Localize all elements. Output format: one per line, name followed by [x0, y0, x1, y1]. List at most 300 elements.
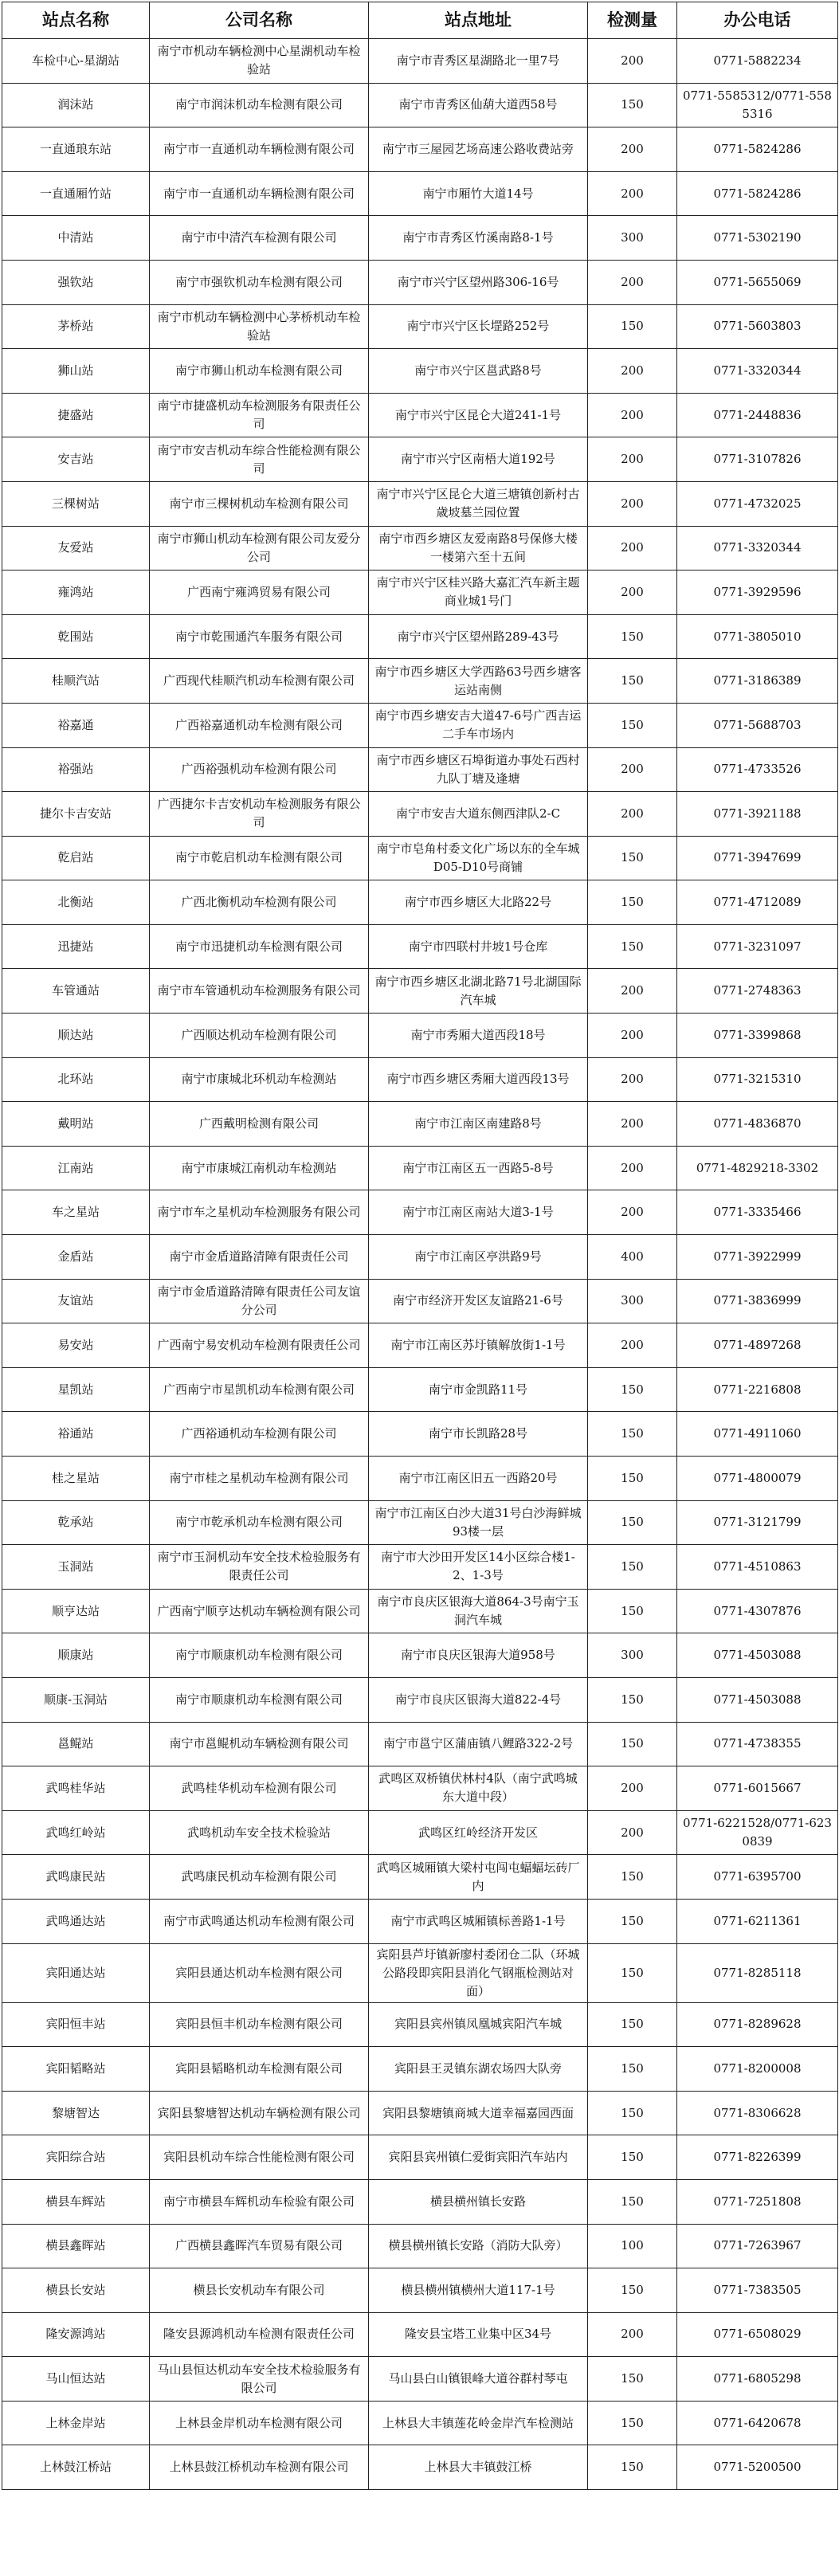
table-row — [2, 1323, 838, 1368]
station-address-cell: 南宁市江南区南站大道3-1号 — [369, 1190, 588, 1235]
inspection-volume-cell: 150 — [588, 1500, 677, 1545]
company-name-cell: 广西南宁顺亨达机动车辆检测有限公司 — [150, 1589, 369, 1633]
station-address-cell: 南宁市良庆区银海大道958号 — [369, 1633, 588, 1678]
office-phone-cell: 0771-6221528/0771-6230839 — [677, 1810, 838, 1855]
inspection-volume-cell: 150 — [588, 1899, 677, 1943]
station-address-cell: 武鸣区双桥镇伏林村4队（南宁武鸣城东大道中段） — [369, 1766, 588, 1811]
station-address-cell: 宾阳县黎塘镇商城大道幸福嘉园西面 — [369, 2091, 588, 2135]
inspection-volume-cell: 200 — [588, 1057, 677, 1102]
office-phone-cell: 0771-5655069 — [677, 260, 838, 304]
station-name-cell: 宾阳恒丰站 — [2, 2002, 150, 2047]
inspection-volume-cell: 150 — [588, 1367, 677, 1412]
station-name-cell: 武鸣康民站 — [2, 1855, 150, 1900]
station-name-cell: 武鸣通达站 — [2, 1899, 150, 1943]
station-name-cell: 金盾站 — [2, 1235, 150, 1280]
inspection-volume-cell: 200 — [588, 570, 677, 615]
station-address-cell: 上林县大丰镇莲花岭金岸汽车检测站 — [369, 2401, 588, 2445]
inspection-volume-cell: 200 — [588, 1810, 677, 1855]
office-phone-cell: 0771-3836999 — [677, 1279, 838, 1323]
station-address-cell: 横县横州镇长安路（消防大队旁） — [369, 2224, 588, 2268]
station-name-cell: 裕嘉通 — [2, 703, 150, 747]
company-name-cell: 南宁市乾围通汽车服务有限公司 — [150, 614, 369, 659]
office-phone-cell: 0771-8200008 — [677, 2047, 838, 2092]
station-name-cell: 马山恒达站 — [2, 2357, 150, 2402]
station-address-cell: 南宁市江南区五一西路5-8号 — [369, 1146, 588, 1190]
table-row — [2, 1146, 838, 1190]
office-phone-cell: 0771-3121799 — [677, 1500, 838, 1545]
office-phone-cell: 0771-5688703 — [677, 703, 838, 747]
company-name-cell: 南宁市康城北环机动车检测站 — [150, 1057, 369, 1102]
inspection-station-table — [2, 2, 838, 2490]
station-address-cell: 南宁市青秀区竹溪南路8-1号 — [369, 216, 588, 261]
station-name-cell: 乾启站 — [2, 836, 150, 880]
station-name-cell: 上林金岸站 — [2, 2401, 150, 2445]
company-name-cell: 南宁市安吉机动车综合性能检测有限公司 — [150, 437, 369, 482]
station-name-cell: 友爱站 — [2, 526, 150, 570]
office-phone-cell: 0771-6805298 — [677, 2357, 838, 2402]
table-row — [2, 2135, 838, 2180]
company-name-cell: 广西裕嘉通机动车检测有限公司 — [150, 703, 369, 747]
table-row — [2, 127, 838, 172]
station-address-cell: 南宁市西乡塘区友爱南路8号保修大楼一楼第六至十五间 — [369, 526, 588, 570]
company-name-cell: 南宁市车管通机动车检测服务有限公司 — [150, 969, 369, 1014]
table-row — [2, 1014, 838, 1058]
inspection-volume-cell: 150 — [588, 2047, 677, 2092]
table-row — [2, 1589, 838, 1633]
station-address-cell: 南宁市邕宁区蒲庙镇八鲤路322-2号 — [369, 1722, 588, 1766]
table-row — [2, 924, 838, 969]
inspection-volume-cell: 150 — [588, 2091, 677, 2135]
inspection-volume-cell: 150 — [588, 83, 677, 127]
table-row — [2, 659, 838, 704]
inspection-volume-cell: 200 — [588, 1102, 677, 1147]
inspection-volume-cell: 150 — [588, 1412, 677, 1457]
company-name-cell: 广西裕强机动车检测有限公司 — [150, 747, 369, 792]
table-row — [2, 792, 838, 837]
office-phone-cell: 0771-3231097 — [677, 924, 838, 969]
column-header-station-name: 站点名称 — [2, 2, 150, 39]
table-row — [2, 1190, 838, 1235]
inspection-volume-cell: 200 — [588, 1766, 677, 1811]
company-name-cell: 横县长安机动车有限公司 — [150, 2268, 369, 2313]
office-phone-cell: 0771-8285118 — [677, 1943, 838, 2002]
company-name-cell: 南宁市乾启机动车检测有限公司 — [150, 836, 369, 880]
station-address-cell: 南宁市兴宁区望州路306-16号 — [369, 260, 588, 304]
office-phone-cell: 0771-6508029 — [677, 2312, 838, 2357]
office-phone-cell: 0771-3805010 — [677, 614, 838, 659]
station-address-cell: 南宁市江南区白沙大道31号白沙海鲜城93楼一层 — [369, 1500, 588, 1545]
table-row — [2, 526, 838, 570]
office-phone-cell: 0771-5882234 — [677, 39, 838, 84]
office-phone-cell: 0771-8226399 — [677, 2135, 838, 2180]
station-address-cell: 南宁市兴宁区桂兴路大嘉汇汽车新主题商业城1号门 — [369, 570, 588, 615]
station-address-cell: 南宁市西乡塘区秀厢大道西段13号 — [369, 1057, 588, 1102]
station-name-cell: 宾阳通达站 — [2, 1943, 150, 2002]
station-name-cell: 捷尔卡吉安站 — [2, 792, 150, 837]
station-name-cell: 宾阳韬略站 — [2, 2047, 150, 2092]
company-name-cell: 南宁市顺康机动车检测有限公司 — [150, 1633, 369, 1678]
company-name-cell: 南宁市机动车辆检测中心星湖机动车检验站 — [150, 39, 369, 84]
station-address-cell: 南宁市皂角村委文化广场以东的全车城D05-D10号商铺 — [369, 836, 588, 880]
table-row — [2, 1235, 838, 1280]
inspection-volume-cell: 150 — [588, 703, 677, 747]
inspection-volume-cell: 150 — [588, 304, 677, 349]
station-address-cell: 南宁市兴宁区长堽路252号 — [369, 304, 588, 349]
inspection-volume-cell: 150 — [588, 1457, 677, 1501]
inspection-volume-cell: 150 — [588, 1589, 677, 1633]
table-row — [2, 836, 838, 880]
station-address-cell: 宾阳县王灵镇东湖农场四大队旁 — [369, 2047, 588, 2092]
station-address-cell: 南宁市西乡塘区石埠街道办事处石西村九队丁塘及逢塘 — [369, 747, 588, 792]
station-address-cell: 宾阳县芦圩镇新廖村委闭仓二队（环城公路段即宾阳县消化气钢瓶检测站对面） — [369, 1943, 588, 2002]
table-row — [2, 1057, 838, 1102]
table-row — [2, 349, 838, 394]
inspection-volume-cell: 200 — [588, 792, 677, 837]
station-name-cell: 武鸣红岭站 — [2, 1810, 150, 1855]
station-name-cell: 星凯站 — [2, 1367, 150, 1412]
office-phone-cell: 0771-6395700 — [677, 1855, 838, 1900]
company-name-cell: 广西戴明检测有限公司 — [150, 1102, 369, 1147]
inspection-volume-cell: 150 — [588, 924, 677, 969]
station-name-cell: 乾围站 — [2, 614, 150, 659]
office-phone-cell: 0771-4307876 — [677, 1589, 838, 1633]
table-row — [2, 216, 838, 261]
table-row — [2, 880, 838, 925]
inspection-volume-cell: 150 — [588, 836, 677, 880]
station-name-cell: 桂之星站 — [2, 1457, 150, 1501]
office-phone-cell: 0771-3320344 — [677, 349, 838, 394]
station-address-cell: 南宁市江南区亭洪路9号 — [369, 1235, 588, 1280]
station-name-cell: 顺亨达站 — [2, 1589, 150, 1633]
company-name-cell: 武鸣康民机动车检测有限公司 — [150, 1855, 369, 1900]
station-address-cell: 南宁市兴宁区南梧大道192号 — [369, 437, 588, 482]
column-header-office-phone: 办公电话 — [677, 2, 838, 39]
station-address-cell: 隆安县宝塔工业集中区34号 — [369, 2312, 588, 2357]
company-name-cell: 南宁市狮山机动车检测有限公司友爱分公司 — [150, 526, 369, 570]
inspection-volume-cell: 100 — [588, 2224, 677, 2268]
station-address-cell: 南宁市兴宁区昆仑大道241-1号 — [369, 393, 588, 437]
station-name-cell: 茅桥站 — [2, 304, 150, 349]
station-address-cell: 南宁市三屋园艺场高速公路收费站旁 — [369, 127, 588, 172]
station-name-cell: 戴明站 — [2, 1102, 150, 1147]
inspection-volume-cell: 150 — [588, 2002, 677, 2047]
company-name-cell: 南宁市机动车辆检测中心茅桥机动车检验站 — [150, 304, 369, 349]
office-phone-cell: 0771-6211361 — [677, 1899, 838, 1943]
inspection-volume-cell: 200 — [588, 1190, 677, 1235]
table-row — [2, 39, 838, 84]
station-name-cell: 顺康站 — [2, 1633, 150, 1678]
inspection-volume-cell: 400 — [588, 1235, 677, 1280]
inspection-volume-cell: 150 — [588, 2135, 677, 2180]
table-row — [2, 2179, 838, 2224]
office-phone-cell: 0771-5603803 — [677, 304, 838, 349]
table-row — [2, 703, 838, 747]
table-row — [2, 1766, 838, 1811]
office-phone-cell: 0771-3921188 — [677, 792, 838, 837]
office-phone-cell: 0771-5585312/0771-5585316 — [677, 83, 838, 127]
station-name-cell: 黎塘智达 — [2, 2091, 150, 2135]
inspection-volume-cell: 150 — [588, 2445, 677, 2490]
station-name-cell: 润沫站 — [2, 83, 150, 127]
company-name-cell: 南宁市狮山机动车检测有限公司 — [150, 349, 369, 394]
company-name-cell: 广西裕通机动车检测有限公司 — [150, 1412, 369, 1457]
station-address-cell: 南宁市厢竹大道14号 — [369, 171, 588, 216]
company-name-cell: 南宁市金盾道路清障有限责任公司友谊分公司 — [150, 1279, 369, 1323]
station-address-cell: 马山县白山镇银峰大道谷群村琴屯 — [369, 2357, 588, 2402]
station-address-cell: 宾阳县宾州镇凤凰城宾阳汽车城 — [369, 2002, 588, 2047]
inspection-volume-cell: 200 — [588, 747, 677, 792]
company-name-cell: 南宁市中清汽车检测有限公司 — [150, 216, 369, 261]
table-row — [2, 2357, 838, 2402]
station-name-cell: 一直通琅东站 — [2, 127, 150, 172]
table-row — [2, 1412, 838, 1457]
office-phone-cell: 0771-3922999 — [677, 1235, 838, 1280]
column-header-station-address: 站点地址 — [369, 2, 588, 39]
inspection-volume-cell: 150 — [588, 614, 677, 659]
office-phone-cell: 0771-8289628 — [677, 2002, 838, 2047]
office-phone-cell: 0771-7251808 — [677, 2179, 838, 2224]
office-phone-cell: 0771-6015667 — [677, 1766, 838, 1811]
table-row — [2, 437, 838, 482]
office-phone-cell: 0771-4897268 — [677, 1323, 838, 1368]
inspection-volume-cell: 150 — [588, 659, 677, 704]
station-name-cell: 北环站 — [2, 1057, 150, 1102]
table-row — [2, 1810, 838, 1855]
company-name-cell: 马山县恒达机动车安全技术检验服务有限公司 — [150, 2357, 369, 2402]
office-phone-cell: 0771-4712089 — [677, 880, 838, 925]
company-name-cell: 宾阳县机动车综合性能检测有限公司 — [150, 2135, 369, 2180]
office-phone-cell: 0771-2448836 — [677, 393, 838, 437]
station-address-cell: 宾阳县宾州镇仁爱街宾阳汽车站内 — [369, 2135, 588, 2180]
table-row — [2, 1500, 838, 1545]
office-phone-cell: 0771-3320344 — [677, 526, 838, 570]
company-name-cell: 上林县鼓江桥机动车检测有限公司 — [150, 2445, 369, 2490]
office-phone-cell: 0771-4829218-3302 — [677, 1146, 838, 1190]
column-header-inspection-volume: 检测量 — [588, 2, 677, 39]
office-phone-cell: 0771-4911060 — [677, 1412, 838, 1457]
inspection-volume-cell: 150 — [588, 2401, 677, 2445]
station-name-cell: 横县车辉站 — [2, 2179, 150, 2224]
station-address-cell: 南宁市良庆区银海大道864-3号南宁玉洞汽车城 — [369, 1589, 588, 1633]
station-name-cell: 横县长安站 — [2, 2268, 150, 2313]
station-address-cell: 南宁市经济开发区友谊路21-6号 — [369, 1279, 588, 1323]
office-phone-cell: 0771-5824286 — [677, 127, 838, 172]
office-phone-cell: 0771-6420678 — [677, 2401, 838, 2445]
inspection-volume-cell: 150 — [588, 880, 677, 925]
company-name-cell: 宾阳县韬略机动车检测有限公司 — [150, 2047, 369, 2092]
station-name-cell: 捷盛站 — [2, 393, 150, 437]
table-row — [2, 1102, 838, 1147]
station-address-cell: 南宁市良庆区银海大道822-4号 — [369, 1677, 588, 1722]
inspection-volume-cell: 150 — [588, 1545, 677, 1590]
table-row — [2, 1722, 838, 1766]
station-name-cell: 顺达站 — [2, 1014, 150, 1058]
company-name-cell: 宾阳县恒丰机动车检测有限公司 — [150, 2002, 369, 2047]
station-address-cell: 南宁市大沙田开发区14小区综合楼1-2、1-3号 — [369, 1545, 588, 1590]
station-name-cell: 车之星站 — [2, 1190, 150, 1235]
table-row — [2, 171, 838, 216]
company-name-cell: 南宁市一直通机动车辆检测有限公司 — [150, 127, 369, 172]
station-address-cell: 南宁市兴宁区昆仑大道三塘镇创新村古歳坡墓兰园位置 — [369, 481, 588, 526]
column-header-company-name: 公司名称 — [150, 2, 369, 39]
company-name-cell: 南宁市迅捷机动车检测有限公司 — [150, 924, 369, 969]
station-address-cell: 南宁市安吉大道东侧西津队2-C — [369, 792, 588, 837]
station-name-cell: 顺康-玉洞站 — [2, 1677, 150, 1722]
station-name-cell: 裕强站 — [2, 747, 150, 792]
station-address-cell: 南宁市兴宁区望州路289-43号 — [369, 614, 588, 659]
table-row — [2, 1943, 838, 2002]
station-name-cell: 车检中心-星湖站 — [2, 39, 150, 84]
station-name-cell: 狮山站 — [2, 349, 150, 394]
table-row — [2, 570, 838, 615]
office-phone-cell: 0771-2748363 — [677, 969, 838, 1014]
inspection-volume-cell: 200 — [588, 437, 677, 482]
station-address-cell: 武鸣区城厢镇大梁村屯闯屯蝠蝠坛砖厂内 — [369, 1855, 588, 1900]
table-row — [2, 969, 838, 1014]
station-name-cell: 宾阳综合站 — [2, 2135, 150, 2180]
office-phone-cell: 0771-4503088 — [677, 1677, 838, 1722]
table-row — [2, 2268, 838, 2313]
company-name-cell: 广西南宁雍鸿贸易有限公司 — [150, 570, 369, 615]
company-name-cell: 隆安县源鸿机动车检测有限责任公司 — [150, 2312, 369, 2357]
company-name-cell: 南宁市玉洞机动车安全技术检验服务有限责任公司 — [150, 1545, 369, 1590]
inspection-volume-cell: 200 — [588, 481, 677, 526]
inspection-volume-cell: 200 — [588, 127, 677, 172]
office-phone-cell: 0771-5200500 — [677, 2445, 838, 2490]
table-row — [2, 2312, 838, 2357]
company-name-cell: 广西现代桂顺汽机动车检测有限公司 — [150, 659, 369, 704]
inspection-volume-cell: 150 — [588, 2179, 677, 2224]
table-row — [2, 393, 838, 437]
company-name-cell: 南宁市武鸣通达机动车检测有限公司 — [150, 1899, 369, 1943]
company-name-cell: 南宁市金盾道路清障有限责任公司 — [150, 1235, 369, 1280]
inspection-volume-cell: 300 — [588, 1633, 677, 1678]
office-phone-cell: 0771-3335466 — [677, 1190, 838, 1235]
station-name-cell: 安吉站 — [2, 437, 150, 482]
inspection-volume-cell: 200 — [588, 1014, 677, 1058]
office-phone-cell: 0771-4510863 — [677, 1545, 838, 1590]
company-name-cell: 上林县金岸机动车检测有限公司 — [150, 2401, 369, 2445]
station-name-cell: 裕通站 — [2, 1412, 150, 1457]
inspection-volume-cell: 300 — [588, 1279, 677, 1323]
table-row — [2, 747, 838, 792]
office-phone-cell: 0771-5302190 — [677, 216, 838, 261]
company-name-cell: 宾阳县通达机动车检测有限公司 — [150, 1943, 369, 2002]
company-name-cell: 宾阳县黎塘智达机动车辆检测有限公司 — [150, 2091, 369, 2135]
company-name-cell: 南宁市横县车辉机动车检验有限公司 — [150, 2179, 369, 2224]
office-phone-cell: 0771-3929596 — [677, 570, 838, 615]
station-name-cell: 一直通厢竹站 — [2, 171, 150, 216]
inspection-volume-cell: 200 — [588, 171, 677, 216]
table-row — [2, 481, 838, 526]
inspection-volume-cell: 150 — [588, 1943, 677, 2002]
office-phone-cell: 0771-2216808 — [677, 1367, 838, 1412]
inspection-volume-cell: 200 — [588, 39, 677, 84]
company-name-cell: 广西横县鑫晖汽车贸易有限公司 — [150, 2224, 369, 2268]
office-phone-cell: 0771-3107826 — [677, 437, 838, 482]
station-address-cell: 南宁市西乡塘安吉大道47-6号广西吉运二手车市场内 — [369, 703, 588, 747]
company-name-cell: 武鸣机动车安全技术检验站 — [150, 1810, 369, 1855]
office-phone-cell: 0771-4733526 — [677, 747, 838, 792]
station-name-cell: 迅捷站 — [2, 924, 150, 969]
station-address-cell: 南宁市武鸣区城厢镇标善路1-1号 — [369, 1899, 588, 1943]
table-row — [2, 1899, 838, 1943]
station-address-cell: 南宁市金凯路11号 — [369, 1367, 588, 1412]
table-header-row — [2, 2, 838, 39]
station-address-cell: 武鸣区红岭经济开发区 — [369, 1810, 588, 1855]
station-address-cell: 南宁市江南区苏圩镇解放街1-1号 — [369, 1323, 588, 1368]
inspection-volume-cell: 200 — [588, 969, 677, 1014]
office-phone-cell: 0771-7383505 — [677, 2268, 838, 2313]
inspection-volume-cell: 200 — [588, 1146, 677, 1190]
inspection-volume-cell: 200 — [588, 1323, 677, 1368]
table-row — [2, 1855, 838, 1900]
office-phone-cell: 0771-5824286 — [677, 171, 838, 216]
station-name-cell: 桂顺汽站 — [2, 659, 150, 704]
company-name-cell: 南宁市一直通机动车辆检测有限公司 — [150, 171, 369, 216]
office-phone-cell: 0771-4732025 — [677, 481, 838, 526]
company-name-cell: 南宁市车之星机动车检测服务有限公司 — [150, 1190, 369, 1235]
station-address-cell: 南宁市西乡塘区大北路22号 — [369, 880, 588, 925]
inspection-volume-cell: 150 — [588, 2357, 677, 2402]
company-name-cell: 南宁市邕鲲机动车辆检测有限公司 — [150, 1722, 369, 1766]
inspection-volume-cell: 150 — [588, 2268, 677, 2313]
station-address-cell: 南宁市秀厢大道西段18号 — [369, 1014, 588, 1058]
office-phone-cell: 0771-3186389 — [677, 659, 838, 704]
table-row — [2, 1545, 838, 1590]
station-address-cell: 横县横州镇横州大道117-1号 — [369, 2268, 588, 2313]
table-row — [2, 1457, 838, 1501]
table-row — [2, 1677, 838, 1722]
company-name-cell: 广西捷尔卡吉安机动车检测服务有限公司 — [150, 792, 369, 837]
station-name-cell: 三棵树站 — [2, 481, 150, 526]
inspection-volume-cell: 150 — [588, 1855, 677, 1900]
station-address-cell: 南宁市江南区南建路8号 — [369, 1102, 588, 1147]
inspection-volume-cell: 200 — [588, 526, 677, 570]
office-phone-cell: 0771-4503088 — [677, 1633, 838, 1678]
station-name-cell: 强钦站 — [2, 260, 150, 304]
station-address-cell: 南宁市兴宁区邕武路8号 — [369, 349, 588, 394]
table-row — [2, 1367, 838, 1412]
office-phone-cell: 0771-4738355 — [677, 1722, 838, 1766]
company-name-cell: 南宁市桂之星机动车检测有限公司 — [150, 1457, 369, 1501]
company-name-cell: 南宁市顺康机动车检测有限公司 — [150, 1677, 369, 1722]
inspection-volume-cell: 200 — [588, 349, 677, 394]
inspection-volume-cell: 150 — [588, 1677, 677, 1722]
station-name-cell: 友谊站 — [2, 1279, 150, 1323]
station-address-cell: 南宁市西乡塘区北湖北路71号北湖国际汽车城 — [369, 969, 588, 1014]
table-row — [2, 2445, 838, 2490]
station-name-cell: 车管通站 — [2, 969, 150, 1014]
inspection-volume-cell: 200 — [588, 260, 677, 304]
station-name-cell: 横县鑫晖站 — [2, 2224, 150, 2268]
company-name-cell: 广西南宁易安机动车检测有限责任公司 — [150, 1323, 369, 1368]
company-name-cell: 南宁市乾承机动车检测有限公司 — [150, 1500, 369, 1545]
table-row — [2, 2047, 838, 2092]
office-phone-cell: 0771-4800079 — [677, 1457, 838, 1501]
station-address-cell: 南宁市四联村井坡1号仓库 — [369, 924, 588, 969]
station-name-cell: 武鸣桂华站 — [2, 1766, 150, 1811]
station-name-cell: 乾承站 — [2, 1500, 150, 1545]
station-name-cell: 雍鸿站 — [2, 570, 150, 615]
table-body — [2, 39, 838, 2490]
company-name-cell: 南宁市捷盛机动车检测服务有限责任公司 — [150, 393, 369, 437]
table-row — [2, 260, 838, 304]
office-phone-cell: 0771-4836870 — [677, 1102, 838, 1147]
office-phone-cell: 0771-3399868 — [677, 1014, 838, 1058]
station-name-cell: 上林鼓江桥站 — [2, 2445, 150, 2490]
table-row — [2, 304, 838, 349]
